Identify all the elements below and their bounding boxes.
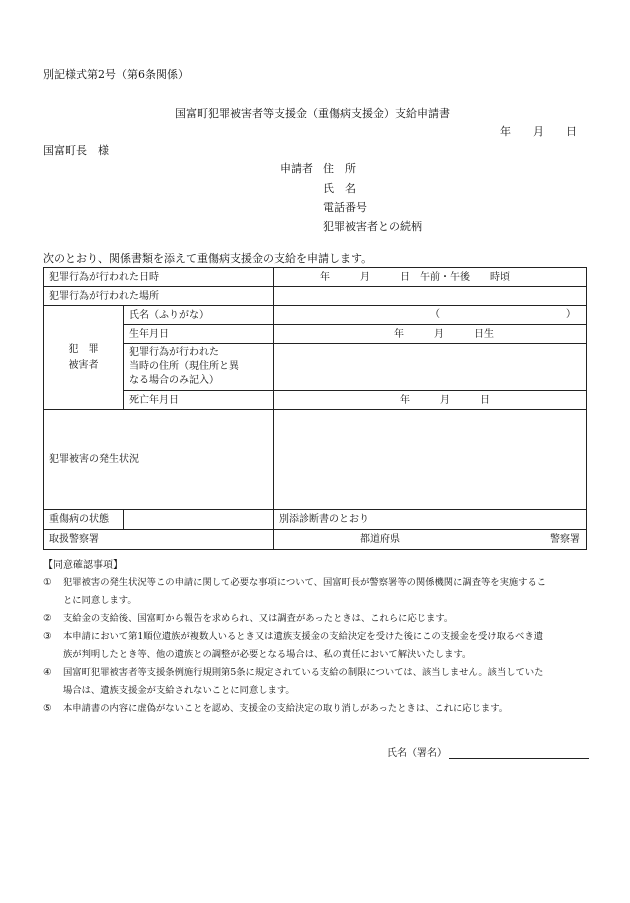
signature-row <box>387 744 589 759</box>
victim-address-label: 犯罪行為が行われた 当時の住所（現住所と異 なる場合のみ記入） <box>124 344 274 391</box>
crime-place-label: 犯罪行為が行われた場所 <box>44 287 274 306</box>
consent-list <box>43 574 588 718</box>
injury-field[interactable] <box>124 510 274 530</box>
signature-field[interactable] <box>449 746 589 759</box>
crime-place-field[interactable] <box>274 287 587 306</box>
consent-number: ④ <box>43 667 52 678</box>
applicant-phone-label: 電話番号 <box>323 201 367 214</box>
situation-label: 犯罪被害の発生状況 <box>44 410 274 510</box>
death-label: 死亡年月日 <box>124 391 274 410</box>
situation-field[interactable] <box>274 410 587 510</box>
consent-item-2 <box>43 610 588 628</box>
applicant-relation-label: 犯罪被害者との続柄 <box>323 220 422 233</box>
crime-datetime-label: 犯罪行為が行われた日時 <box>44 268 274 287</box>
victim-address-row <box>44 344 587 391</box>
intro-text: 次のとおり、関係書類を添えて重傷病支援金の支給を申請します。 <box>43 252 373 265</box>
consent-number: ② <box>43 613 52 624</box>
victim-name-field[interactable] <box>274 306 587 325</box>
consent-text: 本申請において第1順位遺族が複数人いるとき又は遺族支援金の支給決定を受けた後にこの支援金を受け取るべき遺 族が判明したとき等、他の遺族との調整が必要となる場合は、私の責任において解決いたします。 <box>63 631 544 660</box>
police-field[interactable] <box>274 530 587 550</box>
victim-name-label: 氏名（ふりがな） <box>124 306 274 325</box>
signature-label: 氏名（署名） <box>387 748 447 759</box>
consent-item-4 <box>43 664 588 700</box>
furigana-close-paren: ） <box>566 309 576 320</box>
page-title: 国富町犯罪被害者等支援金（重傷病支援金）支給申請書 <box>175 107 450 120</box>
situation-row <box>44 410 587 510</box>
birth-label: 生年月日 <box>124 325 274 344</box>
date-line: 年 月 日 <box>500 125 577 138</box>
consent-heading: 【同意確認事項】 <box>43 560 123 571</box>
applicant-label: 申請者 <box>280 162 313 175</box>
consent-item-1 <box>43 574 588 610</box>
consent-number: ① <box>43 577 52 588</box>
death-row <box>44 391 587 410</box>
birth-row <box>44 325 587 344</box>
addressee: 国富町長 様 <box>43 144 109 157</box>
consent-text: 支給金の支給後、国富町から報告を求められ、又は調査があったときは、これらに応じます。 <box>63 613 454 624</box>
birth-field[interactable]: 年 月 日生 <box>274 325 587 344</box>
police-station: 警察署 <box>550 534 580 545</box>
consent-text: 犯罪被害の発生状況等この申請に関して必要な事項について、国富町長が警察署等の関係機関に調査等を実施するこ とに同意します。 <box>63 577 547 606</box>
consent-text: 本申請書の内容に虚偽がないことを認め、支援金の支給決定の取り消しがあったときは、これに応じます。 <box>63 703 509 714</box>
victim-label: 犯 罪 被害者 <box>44 306 124 410</box>
victim-address-field[interactable] <box>274 344 587 391</box>
consent-number: ⑤ <box>43 703 52 714</box>
crime-datetime-field[interactable]: 年 月 日 午前・午後 時頃 <box>274 268 587 287</box>
consent-number: ③ <box>43 631 52 642</box>
furigana-open-paren: （ <box>430 309 440 320</box>
applicant-name-label: 氏 名 <box>323 182 356 195</box>
consent-item-3 <box>43 628 588 664</box>
police-label: 取扱警察署 <box>44 530 274 550</box>
injury-row <box>44 510 587 530</box>
police-prefecture: 都道府県 <box>360 534 400 545</box>
applicant-address-label: 住 所 <box>323 162 356 175</box>
application-table <box>43 267 587 550</box>
death-field[interactable]: 年 月 日 <box>274 391 587 410</box>
injury-note: 別添診断書のとおり <box>274 510 587 530</box>
form-number: 別記様式第2号（第6条関係） <box>43 68 189 81</box>
victim-name-row <box>44 306 587 325</box>
consent-text: 国富町犯罪被害者等支援条例施行規則第5条に規定されている支給の制限については、該当しません。該当していた 場合は、遺族支援金が支給されないことに同意します。 <box>63 667 544 696</box>
crime-datetime-row <box>44 268 587 287</box>
police-row <box>44 530 587 550</box>
consent-item-5 <box>43 700 588 718</box>
crime-place-row <box>44 287 587 306</box>
injury-label: 重傷病の状態 <box>44 510 124 530</box>
